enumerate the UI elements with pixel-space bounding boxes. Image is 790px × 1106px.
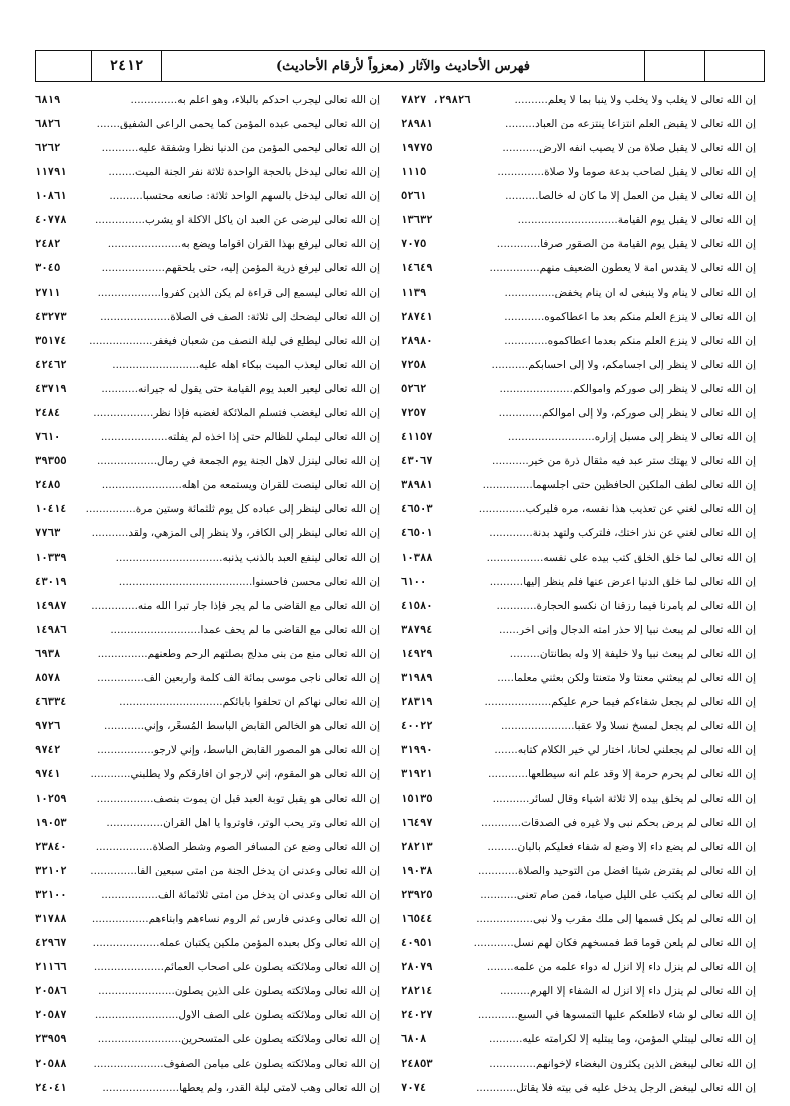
entry-text: إن الله تعالى لينظر إلى الكافر، ولا ينظر إلى المزهي، ولقد........... bbox=[91, 528, 380, 539]
index-entry bbox=[35, 112, 380, 136]
index-entry bbox=[401, 329, 756, 353]
index-entry bbox=[401, 883, 756, 907]
entry-text: إن الله تعالى ليضحك إلى ثلاثة: الصف في الصلاة..................... bbox=[100, 311, 380, 323]
entry-hadith-number: ٣١٩٨٩ bbox=[401, 672, 433, 685]
index-entry bbox=[401, 811, 756, 835]
entry-text: إن الله تعالى لا يقبل يوم القيامة.............................. bbox=[517, 215, 756, 226]
entry-hadith-number: ١٥١٣٥ bbox=[401, 792, 433, 805]
index-entry bbox=[35, 184, 380, 208]
entry-hadith-number: ١٩٧٧٥ bbox=[401, 141, 433, 154]
index-entry bbox=[35, 883, 380, 907]
index-entry bbox=[35, 931, 380, 955]
index-entry bbox=[35, 522, 380, 546]
index-entry bbox=[401, 618, 756, 642]
entry-text: إن الله تعالى وتر يحب الوتر، فأوتروا يا أهل القرآن................. bbox=[106, 817, 380, 829]
entry-text: إن الله تعالى وهب لأمتي ليلة القدر، ولم يعطها....................... bbox=[102, 1082, 380, 1094]
index-entry bbox=[401, 859, 756, 883]
index-entry bbox=[35, 498, 380, 522]
entry-hadith-number: ١٩٠٣٨ bbox=[401, 864, 433, 877]
entry-text: إن الله تعالى وكل بعبده المؤمن ملكين يكتبان عمله.................... bbox=[92, 938, 380, 949]
entry-text: إن الله تعالى لغني عن تعذيب هذا نفسه، مره فليركب.............. bbox=[478, 504, 756, 515]
entry-hadith-number: ١٤٩٨٧ bbox=[35, 599, 67, 612]
entry-hadith-number: ٩٧٤٢ bbox=[35, 744, 61, 757]
index-entry bbox=[35, 136, 380, 160]
entry-hadith-number: ١٤٦٤٩ bbox=[401, 262, 433, 275]
entry-text: إن الله تعالى مع القاضي ما لم يحف عمدا........................... bbox=[110, 624, 380, 636]
index-entry bbox=[401, 233, 756, 257]
entry-hadith-number: ٦٨٠٨ bbox=[401, 1033, 427, 1046]
index-entry bbox=[401, 546, 756, 570]
entry-text: إن الله تعالى وملائكته يصلون على المتسحرين......................... bbox=[97, 1034, 380, 1045]
entry-hadith-number: ٣٥١٧٤ bbox=[35, 334, 67, 347]
index-entry bbox=[401, 425, 756, 449]
entry-text: إن الله تعالى وملائكته يصلون على ميامن الصفوف..................... bbox=[93, 1058, 380, 1070]
entry-text: إن الله تعالى ليعير العبد يوم القيامة حتى يقول له جيرانه........... bbox=[101, 383, 380, 395]
index-entry bbox=[35, 811, 380, 835]
entry-hadith-number: ٢٤٨٢ bbox=[35, 238, 61, 251]
entry-hadith-number: ٦٢٦٢ bbox=[35, 141, 61, 154]
entry-hadith-number: ٤١٥٨٠ bbox=[401, 599, 433, 612]
entry-text: إن الله تعالى لم يخلق بيده إلا ثلاثة أشياء وقال لسائر........... bbox=[492, 793, 756, 805]
entry-hadith-number: ١٣٦٣٢ bbox=[401, 214, 433, 227]
entry-hadith-number: ٣٩٣٥٥ bbox=[35, 455, 67, 468]
index-entry bbox=[35, 546, 380, 570]
entry-text: إن الله تعالى لا ينزع العلم منكم بعدما أعطاكموه............. bbox=[504, 335, 756, 347]
entry-text: إن الله تعالى لا يقبل صلاة من لا يصيب أنفه الأرض........... bbox=[502, 142, 756, 154]
entry-hadith-number: ١٦٥٤٤ bbox=[401, 912, 433, 925]
index-entry bbox=[35, 594, 380, 618]
index-entry bbox=[35, 642, 380, 666]
entry-hadith-number: ٢٠٥٨٨ bbox=[35, 1057, 67, 1070]
entry-text: إن الله تعالى ليبتلي المؤمن، وما يبتليه إلا لكرامته عليه.......... bbox=[489, 1034, 756, 1045]
index-entry bbox=[401, 208, 756, 232]
entry-text: إن الله تعالى لا يقبل يوم القيامة من الصقور صرفاً............. bbox=[496, 239, 756, 250]
entry-hadith-number: ١٠٣٣٩ bbox=[35, 551, 67, 564]
entry-hadith-number: ١٠٢٥٩ bbox=[35, 792, 67, 805]
entry-text: إن الله تعالى مع القاضي ما لم يجر فإذا جار تبرأ الله منه.............. bbox=[91, 600, 380, 612]
entry-hadith-number: ٩٧٢٦ bbox=[35, 720, 61, 733]
entry-hadith-number: ٢٨٣١٩ bbox=[401, 696, 433, 709]
entry-hadith-number: ٦١٠٠ bbox=[401, 575, 427, 588]
entry-text: إن الله تعالى لم يكتب على الليل صياماً، فمن صام تعنى........... bbox=[480, 889, 756, 901]
entry-text: إن الله تعالى لا يقدس أمة لا يعطون الضعيف منهم............... bbox=[489, 263, 756, 274]
index-entry bbox=[35, 160, 380, 184]
entry-hadith-number: ٣١٧٨٨ bbox=[35, 912, 67, 925]
entry-hadith-number: ١١٣٩ bbox=[401, 286, 427, 299]
entry-hadith-number: ٢١١٦٦ bbox=[35, 961, 67, 974]
index-entry bbox=[35, 425, 380, 449]
entry-text: إن الله تعالى لم يجعل شفاءكم فيما حرم عليكم.................... bbox=[484, 697, 756, 708]
index-entry bbox=[35, 401, 380, 425]
index-entry bbox=[35, 763, 380, 787]
entry-hadith-number: ٧٦١٠ bbox=[35, 431, 61, 444]
header-empty-cell bbox=[36, 51, 91, 81]
entry-hadith-number: ١٩٠٥٣ bbox=[35, 816, 67, 829]
entry-text: إن الله تعالى لم يبعث نبياً ولا خليفة إلا وله بطانتان......... bbox=[509, 648, 756, 660]
index-entry bbox=[401, 498, 756, 522]
index-entry bbox=[401, 666, 756, 690]
entry-text: إن الله تعالى وضع عن المسافر الصوم وشطر الصلاة................. bbox=[95, 841, 380, 853]
entry-text: إن الله تعالى وملائكته يصلون على أصحاب العمائم..................... bbox=[93, 962, 380, 973]
entry-hadith-number: ٧٠٧٤ bbox=[401, 1081, 427, 1094]
entry-text: إن الله تعالى لينظر إلى عباده كل يوم ثلثمائة وستين مرة............... bbox=[85, 504, 380, 515]
entry-hadith-number: ٣٢١٠٢ bbox=[35, 864, 67, 877]
index-entry bbox=[401, 1004, 756, 1028]
entry-text: إن الله تعالى لو شاء لأطلعكم عليها التمسوها في السبع............ bbox=[477, 1010, 756, 1021]
entry-hadith-number: ١٤٩٢٩ bbox=[401, 647, 433, 660]
entry-hadith-number: ٣١٩٢١ bbox=[401, 768, 433, 781]
entry-text: إن الله تعالى ليغضب فتسلم الملائكة لغضبه فإذا نظر.................. bbox=[93, 408, 380, 419]
index-entry bbox=[401, 474, 756, 498]
entry-hadith-number: ٢٠٥٨٧ bbox=[35, 1009, 67, 1022]
entry-hadith-number: ٥٢٦١ bbox=[401, 190, 427, 203]
index-entry bbox=[401, 642, 756, 666]
entry-text: إن الله تعالى منع من بني مدلج بصلتهم الرحم وطعنهم............... bbox=[97, 648, 380, 660]
entry-hadith-number: ٤٣٧١٩ bbox=[35, 382, 67, 395]
entry-hadith-number: ٤٣٠١٩ bbox=[35, 575, 67, 588]
index-entry bbox=[35, 666, 380, 690]
index-entry bbox=[401, 594, 756, 618]
index-entry bbox=[35, 618, 380, 642]
index-entry bbox=[401, 570, 756, 594]
entry-text: إن الله تعالى لا ينام ولا ينبغي له أن ينام يخفض............... bbox=[504, 287, 756, 299]
entry-text: إن الله تعالى لم يرض بحكم نبي ولا غيره في الصدقات............ bbox=[481, 817, 756, 829]
index-entry bbox=[401, 787, 756, 811]
index-entry bbox=[401, 931, 756, 955]
entry-hadith-number: ٢٨٩٨١ bbox=[401, 117, 433, 130]
entry-hadith-number: ٣٢١٠٠ bbox=[35, 888, 67, 901]
entry-text: إن الله تعالى لينفع العبد بالذنب يذنبه................................ bbox=[115, 552, 380, 564]
page-header bbox=[35, 50, 765, 82]
entry-text: إن الله تعالى ليملي للظالم حتى إذا أخذه لم يفلته.................... bbox=[100, 432, 380, 443]
entry-hadith-number: ٤٢٤٦٢ bbox=[35, 358, 67, 371]
entry-hadith-number: ٢٣٩٥٩ bbox=[35, 1033, 67, 1046]
entry-hadith-number: ١٠٣٨٨ bbox=[401, 551, 433, 564]
entry-text: إن الله تعالى وملائكته يصلون على الصف الأول......................... bbox=[94, 1010, 380, 1021]
entry-hadith-number: ٤٠٠٢٢ bbox=[401, 720, 433, 733]
entry-hadith-number: ٦٩٣٨ bbox=[35, 647, 61, 660]
entry-hadith-number: ٢٨٢١٣ bbox=[401, 840, 433, 853]
entry-text: إن الله تعالى ليحمي عبده المؤمن كما يحمي الراعي الشفيق....... bbox=[96, 118, 380, 130]
index-entry bbox=[401, 835, 756, 859]
index-entry bbox=[401, 449, 756, 473]
entry-text: إن الله تعالى لما خلق الخلق كتب بيده على نفسه................. bbox=[486, 552, 756, 564]
entry-text: إن الله تعالى وعدني أن يدخل الجنة من أمتي سبعين ألفا.............. bbox=[90, 865, 380, 877]
entry-hadith-number: ٧٢٥٨ bbox=[401, 358, 427, 371]
entry-hadith-number: ٤٦٣٣٤ bbox=[35, 696, 67, 709]
index-entry bbox=[401, 88, 756, 112]
entry-hadith-number: ٣١٩٩٠ bbox=[401, 744, 433, 757]
entry-hadith-number: ٢٤٠٤١ bbox=[35, 1081, 67, 1094]
entry-hadith-number: ٤٦٥٠٣ bbox=[401, 503, 433, 516]
entry-hadith-number: ٤٦٥٠١ bbox=[401, 527, 433, 540]
entry-text: إن الله تعالى لا يقبل من العمل إلا ما كان له خالصا.......... bbox=[505, 191, 756, 202]
entry-hadith-number: ١١١٥ bbox=[401, 166, 427, 179]
index-entry bbox=[35, 233, 380, 257]
index-entry bbox=[401, 1076, 756, 1100]
index-entry bbox=[35, 1052, 380, 1076]
index-entry bbox=[401, 1028, 756, 1052]
entry-text: إن الله تعالى هو الخالص القابض الباسط المُسعِّر، وإني............ bbox=[104, 721, 380, 732]
page-number: ٢٤١٢ bbox=[91, 51, 161, 81]
entry-text: إن الله تعالى لا ينزع العلم منكم بعد ما أعطاكموه............ bbox=[504, 311, 756, 323]
entry-text: إن الله تعالى ليرفع ذرية المؤمن إليه، حتى يلحقهم................... bbox=[101, 263, 380, 274]
entry-hadith-number: ٧٧٦٣ bbox=[35, 527, 61, 540]
index-entry bbox=[401, 257, 756, 281]
index-entry bbox=[35, 257, 380, 281]
entry-text: إن الله تعالى ليدخل بالحجة الواحدة ثلاثة نفر الجنة الميت........ bbox=[108, 167, 380, 178]
entry-hadith-number: ٢٣٩٢٥ bbox=[401, 888, 433, 901]
index-entry bbox=[35, 714, 380, 738]
entry-hadith-number: ٤٣٢٧٣ bbox=[35, 310, 67, 323]
entry-text: إن الله تعالى لا يقبض العلم انتزاعا ينتزعه من العباد......... bbox=[505, 118, 756, 130]
entry-text: إن الله تعالى لم يبعث نبياً إلا حذر أمته الدجال وإني آخر...... bbox=[499, 624, 756, 636]
entry-text: إن الله تعالى ليعذب الميت ببكاء أهله عليه.......................... bbox=[112, 359, 380, 371]
index-entry bbox=[35, 449, 380, 473]
index-entry bbox=[35, 1076, 380, 1100]
index-entry bbox=[401, 714, 756, 738]
index-entry bbox=[35, 787, 380, 811]
entry-hadith-number: ٨٥٧٨ bbox=[35, 672, 61, 685]
entry-text: إن الله تعالى لم يكل قسمها إلى ملك مقرب ولا نبي................. bbox=[476, 913, 756, 925]
index-entry bbox=[35, 377, 380, 401]
entry-text: إن الله تعالى لغني عن نذر أختك، فلتركب ولتهد بدنة............. bbox=[489, 528, 756, 539]
left-column bbox=[35, 88, 380, 1100]
index-entry bbox=[35, 474, 380, 498]
entry-hadith-number: ٤١١٥٧ bbox=[401, 431, 433, 444]
entry-text: إن الله تعالى ليرفع بهذا القرآن أقواما ويضع به...................... bbox=[107, 239, 380, 250]
entry-hadith-number: ٤٠٩٥١ bbox=[401, 937, 433, 950]
entry-hadith-number: ٢٣٨٤٠ bbox=[35, 840, 67, 853]
entry-text: إن الله تعالى ليبغض الذين يكثرون البغضاء لإخوانهم.............. bbox=[489, 1058, 756, 1070]
entry-hadith-number: ١٠٨٦١ bbox=[35, 190, 67, 203]
entry-hadith-number: ٣٨٧٩٤ bbox=[401, 623, 433, 636]
entry-hadith-number: ٣٨٩٨١ bbox=[401, 479, 433, 492]
entry-text: إن الله تعالى لطف الملكين الحافظين حتى أجلسهما............... bbox=[482, 480, 756, 491]
entry-text: إن الله تعالى ليطلع في ليلة النصف من شعبان فيغفر................... bbox=[89, 335, 380, 347]
index-entry bbox=[401, 1052, 756, 1076]
index-entry bbox=[35, 859, 380, 883]
index-entry bbox=[401, 112, 756, 136]
index-entry bbox=[401, 979, 756, 1003]
entry-text: إن الله تعالى هو المصور القابض الباسط، وإني لأرجو................. bbox=[97, 745, 380, 756]
index-entry bbox=[35, 1028, 380, 1052]
entry-hadith-number: ٢٤٨٥ bbox=[35, 479, 61, 492]
entry-hadith-number: ١١٧٩١ bbox=[35, 166, 67, 179]
entry-text: إن الله تعالى لينصت للقرآن ويستمعه من أهله........................ bbox=[101, 480, 380, 491]
index-entry bbox=[35, 835, 380, 859]
index-entry bbox=[401, 184, 756, 208]
entry-hadith-number: ٢٤٨٤ bbox=[35, 407, 61, 420]
index-entry bbox=[35, 979, 380, 1003]
entry-text: إن الله تعالى لم يفترض شيئاً أفضل من التوحيد والصلاة............ bbox=[477, 865, 756, 877]
entry-text: إن الله تعالى لما خلق الدنيا أعرض عنها فلم ينظر إليها.......... bbox=[489, 576, 756, 588]
entry-text: إن الله تعالى لم ينزل داء إلا أنزل له الشفاء إلا الهرم......... bbox=[499, 986, 756, 997]
entry-text: إن الله تعالى لا يقبل لصاحب بدعة صوما ولا صلاة.............. bbox=[497, 167, 756, 178]
entry-text: إن الله تعالى لا يهتك ستر عبد فيه مثقال ذرة من خير........... bbox=[492, 456, 756, 467]
header-empty-cell bbox=[704, 51, 764, 81]
entry-text: إن الله تعالى ليدخل بالسهم الواحد ثلاثة: صانعه محتسبا.......... bbox=[109, 191, 380, 202]
entry-text: إن الله تعالى ليجرب أحدكم بالبلاء، وهو أعلم به.............. bbox=[130, 94, 380, 106]
entry-text: إن الله تعالى محسن فأحسنوا........................................ bbox=[118, 576, 380, 588]
index-entry bbox=[401, 401, 756, 425]
right-column bbox=[401, 88, 756, 1100]
entry-hadith-number: ٢٨٢١٤ bbox=[401, 985, 433, 998]
entry-text: إن الله تعالى لم يجعل لمسخ نسلا ولا عقبا...................... bbox=[501, 721, 756, 732]
entry-hadith-number: ٢٠٥٨٦ bbox=[35, 985, 67, 998]
index-entry bbox=[35, 690, 380, 714]
index-entry bbox=[35, 955, 380, 979]
entry-text: إن الله تعالى لم ينزل داء إلا أنزل له دواء علمه من علمه........ bbox=[486, 962, 756, 973]
entry-hadith-number: ٢٩٨٢٦، ٧٨٢٧ bbox=[401, 93, 471, 106]
index-entry bbox=[401, 955, 756, 979]
index-entry bbox=[35, 329, 380, 353]
entry-text: إن الله تعالى لم يضع داء إلا وضع له شفاء فعليكم بألبان......... bbox=[487, 841, 756, 853]
entry-hadith-number: ٧٢٥٧ bbox=[401, 407, 427, 420]
index-entry bbox=[35, 353, 380, 377]
entry-text: إن الله تعالى لم يحرم حرمة إلا وقد علم أنه سيطلعها............ bbox=[487, 769, 756, 780]
entry-text: إن الله تعالى ناجى موسى بمائة ألف كلمة وأربعين ألف.............. bbox=[97, 673, 380, 684]
entry-text: إن الله تعالى لم يأمرنا فيما رزقنا أن نكسو الحجارة............ bbox=[496, 600, 756, 612]
index-entry bbox=[401, 281, 756, 305]
entry-hadith-number: ٩٧٤١ bbox=[35, 768, 61, 781]
entry-hadith-number: ١٠٤١٤ bbox=[35, 503, 67, 516]
index-entry bbox=[401, 136, 756, 160]
entry-hadith-number: ٤٠٧٧٨ bbox=[35, 214, 67, 227]
entry-hadith-number: ٢٧١١ bbox=[35, 286, 61, 299]
header-empty-cell bbox=[644, 51, 704, 81]
entry-text: إن الله تعالى لا ينظر إلى صوركم وأموالكم...................... bbox=[499, 383, 756, 395]
page-title: فهرس الأحاديث والآثار (معزواً لأرقام الأحاديث) bbox=[161, 51, 644, 81]
index-entry bbox=[35, 281, 380, 305]
entry-text: إن الله تعالى ليبغض الرجل يدخل عليه في بيته فلا يقاتل............ bbox=[476, 1082, 756, 1094]
entry-text: إن الله تعالى ليحمي المؤمن من الدنيا نظرا وشفقة عليه........... bbox=[101, 142, 380, 154]
entry-text: إن الله تعالى هو يقبل توبة العبد قبل أن يموت بنصف................. bbox=[96, 793, 380, 805]
index-entry bbox=[35, 208, 380, 232]
entry-hadith-number: ٢٤٠٢٧ bbox=[401, 1009, 433, 1022]
index-entry bbox=[401, 160, 756, 184]
index-entry bbox=[401, 690, 756, 714]
entry-text: إن الله تعالى هو المقوم، إني لأرجو أن أفارقكم ولا يطلبني............ bbox=[90, 769, 380, 780]
index-entry bbox=[35, 570, 380, 594]
entry-text: إن الله تعالى لا ينظر إلى أجسامكم، ولا إلى أحسابكم........... bbox=[491, 359, 756, 371]
index-entry bbox=[35, 305, 380, 329]
entry-hadith-number: ٧٠٧٥ bbox=[401, 238, 427, 251]
entry-hadith-number: ٢٨٩٨٠ bbox=[401, 334, 433, 347]
entry-text: إن الله تعالى وعدني فارس ثم الروم نساءهم وأبناءهم................. bbox=[91, 913, 380, 925]
entry-hadith-number: ٦٨١٩ bbox=[35, 93, 61, 106]
index-entry bbox=[401, 353, 756, 377]
index-entry bbox=[35, 907, 380, 931]
entry-hadith-number: ٢٨٠٧٩ bbox=[401, 961, 433, 974]
entry-hadith-number: ٢٨٧٤١ bbox=[401, 310, 433, 323]
entry-hadith-number: ٣٠٤٥ bbox=[35, 262, 61, 275]
entry-text: إن الله تعالى لا ينظر إلى مسبل إزاره.......................... bbox=[507, 432, 756, 443]
entry-text: إن الله تعالى ليسمع إلى قراءة لم يكن الذين كفروا................... bbox=[97, 287, 380, 299]
index-entry bbox=[35, 1004, 380, 1028]
index-entry bbox=[401, 763, 756, 787]
entry-hadith-number: ١٦٤٩٧ bbox=[401, 816, 433, 829]
entry-text: إن الله تعالى لم يبعثني معنتا ولا متعنتا ولكن بعثني معلما..... bbox=[497, 673, 756, 684]
entry-text: إن الله تعالى وعدني أن يدخل من أمتي ثلاثمائة ألف................. bbox=[101, 889, 380, 901]
entry-text: إن الله تعالى لا يغلب ولا يخلب ولا ينبأ بما لا يعلم.......... bbox=[514, 94, 756, 106]
index-entry bbox=[401, 305, 756, 329]
entry-text: إن الله تعالى لم يلعن قوماً قط فمسخهم فكان لهم نسل............ bbox=[473, 938, 756, 949]
entry-hadith-number: ١٤٩٨٦ bbox=[35, 623, 67, 636]
entry-hadith-number: ٤٣٠٦٧ bbox=[401, 455, 433, 468]
entry-hadith-number: ٥٢٦٢ bbox=[401, 382, 427, 395]
entry-text: إن الله تعالى لم يجعلني لحاناً، اختار لي خير الكلام كتابه....... bbox=[494, 745, 756, 756]
index-entry bbox=[35, 739, 380, 763]
entry-text: إن الله تعالى لا ينظر إلى صوركم، ولا إلى أموالكم............. bbox=[498, 408, 756, 419]
index-entry bbox=[401, 522, 756, 546]
entry-text: إن الله تعالى ليرضى عن العبد أن يأكل الأكلة أو يشرب............... bbox=[94, 215, 380, 226]
entry-text: إن الله تعالى وملائكته يصلون على الذين يصلون....................... bbox=[98, 986, 380, 997]
index-entry bbox=[401, 377, 756, 401]
entry-hadith-number: ٦٨٢٦ bbox=[35, 117, 61, 130]
entry-hadith-number: ٢٤٨٥٣ bbox=[401, 1057, 433, 1070]
entry-hadith-number: ٤٢٩٦٧ bbox=[35, 937, 67, 950]
entry-text: إن الله تعالى لينزل لأهل الجنة يوم الجمعة في رمال.................. bbox=[96, 456, 380, 467]
index-entry bbox=[35, 88, 380, 112]
entry-text: إن الله تعالى نهاكم أن تحلفوا بآبائكم............................... bbox=[119, 697, 380, 708]
index-entry bbox=[401, 907, 756, 931]
index-entry bbox=[401, 739, 756, 763]
